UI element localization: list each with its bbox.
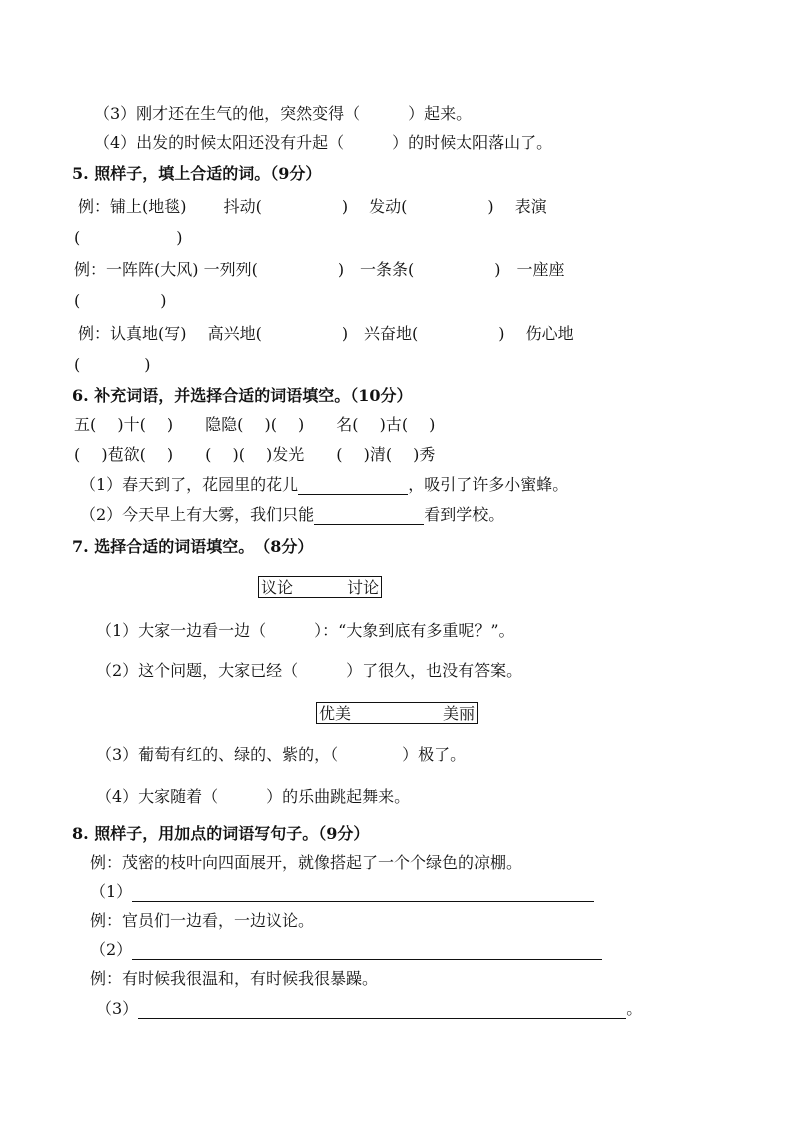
q4-item-4: （4）出发的时候太阳还没有升起（ ）的时候太阳落山了。 bbox=[94, 133, 553, 152]
q6-title: 6. 补充词语，并选择合适的词语填空。（10分） bbox=[72, 386, 413, 405]
q7-word-box-2 bbox=[316, 702, 478, 724]
q7-word-box-1 bbox=[258, 576, 382, 598]
q6-sentence-1-start: （1）春天到了，花园里的花儿 bbox=[80, 475, 299, 494]
q7-item-2: （2）这个问题，大家已经（ ）了很久，也没有答案。 bbox=[96, 661, 523, 680]
q8-example-1: 例：茂密的枝叶向四面展开，就像搭起了一个个绿色的凉棚。 bbox=[90, 853, 523, 872]
q5-row-3: 例：认真地(写) 高兴地( ) 兴奋地( ) 伤心地 bbox=[78, 324, 574, 343]
q5-row-2-cont: ( ) bbox=[74, 291, 167, 310]
q8-answer-1 bbox=[90, 882, 594, 904]
q6-answer-line-2[interactable] bbox=[314, 508, 424, 525]
q7-item-1: （1）大家一边看一边（ ）：“大象到底有多重呢？”。 bbox=[96, 621, 515, 640]
q6-sentence-1-end: ，吸引了许多小蜜蜂。 bbox=[408, 475, 569, 494]
q6-sentence-1 bbox=[80, 475, 568, 497]
q8-answer-3-number: （3） bbox=[96, 999, 139, 1018]
q8-example-3: 例：有时候我很温和，有时候我很暴躁。 bbox=[90, 969, 379, 988]
q7-box2-word-2: 美丽 bbox=[442, 704, 475, 723]
q5-row-3-cont: ( ) bbox=[74, 355, 151, 374]
q7-title: 7. 选择合适的词语填空。 （8分） bbox=[72, 537, 314, 556]
q7-box1-word-1: 议论 bbox=[261, 578, 294, 597]
q6-sentence-2 bbox=[80, 505, 504, 527]
q4-item-3: （3）刚才还在生气的他，突然变得（ ）起来。 bbox=[94, 104, 473, 123]
q6-idioms-row-1: 五( )十( ) 隐隐( )( ) 名( )古( ) bbox=[74, 415, 436, 434]
q8-answer-line-3[interactable] bbox=[138, 1002, 626, 1019]
q6-idioms-row-2: ( )苞欲( ) ( )( )发光 ( )清( )秀 bbox=[74, 445, 436, 464]
q7-item-4: （4）大家随着（ ）的乐曲跳起舞来。 bbox=[96, 787, 411, 806]
q8-answer-line-2[interactable] bbox=[132, 943, 602, 960]
q8-example-2: 例：官员们一边看，一边议论。 bbox=[90, 911, 315, 930]
q5-row-2: 例：一阵阵(大风) 一列列( ) 一条条( ) 一座座 bbox=[74, 260, 565, 279]
q8-title: 8. 照样子，用加点的词语写句子。（9分） bbox=[72, 824, 370, 843]
q8-answer-2 bbox=[90, 940, 602, 962]
q8-answer-3 bbox=[96, 999, 642, 1021]
q6-sentence-2-start: （2）今天早上有大雾，我们只能 bbox=[80, 505, 315, 524]
q5-row-1-cont: ( ) bbox=[74, 228, 183, 247]
q7-box1-word-2: 讨论 bbox=[346, 578, 379, 597]
q5-title: 5. 照样子，填上合适的词。（9分） bbox=[72, 164, 322, 183]
q7-item-3: （3）葡萄有红的、绿的、紫的，（ ）极了。 bbox=[96, 745, 467, 764]
q8-answer-line-1[interactable] bbox=[132, 885, 594, 902]
q8-answer-3-end: 。 bbox=[626, 999, 643, 1018]
q8-answer-2-number: （2） bbox=[90, 940, 133, 959]
q6-answer-line-1[interactable] bbox=[298, 478, 408, 495]
q7-box2-word-1: 优美 bbox=[319, 704, 352, 723]
q6-sentence-2-end: 看到学校。 bbox=[424, 505, 505, 524]
q8-answer-1-number: （1） bbox=[90, 882, 133, 901]
q5-row-1: 例：铺上(地毯) 抖动( ) 发动( ) 表演 bbox=[78, 197, 547, 216]
